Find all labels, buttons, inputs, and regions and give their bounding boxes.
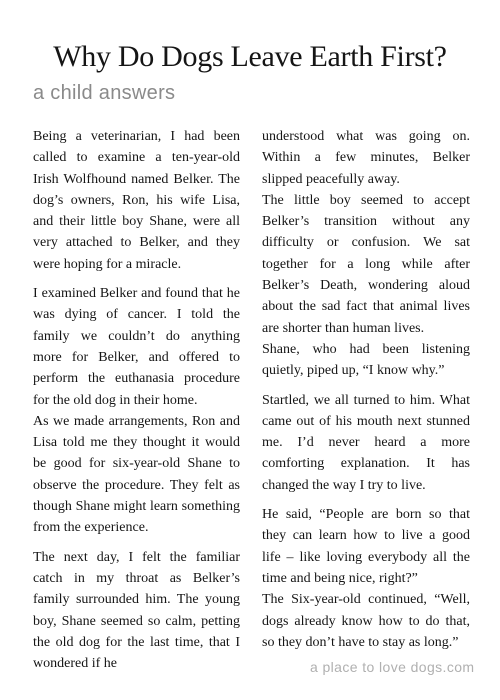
paragraph-diagnosis: I examined Belker and found that he was dying of cancer. I told the family we couldn’t do anything more for Belker, and offered to perform the euthanasia procedure for the old dog in their home. xyxy=(33,286,240,408)
paragraph-intro: Being a veterinarian, I had been called to examine a ten-year-old Irish Wolfhound named Belker. The dog’s owners, Ron, his wife Lisa, and their little boy Shane, were all very attached to Belker, and they were hoping for a miracle. xyxy=(33,129,240,272)
page-title: Why Do Dogs Leave Earth First? xyxy=(53,40,447,73)
paragraph-next-day: The next day, I felt the familiar catch in my throat as Belker’s family surrounded him. The young boy, Shane seemed so calm, petting the old dog for the last time, that I wondered if he xyxy=(33,549,240,672)
paragraph-shane-speaks: Shane, who had been listening quietly, piped up, “I know why.” xyxy=(262,341,470,379)
paragraph-arrangements: As we made arrangements, Ron and Lisa told me they thought it would be good for six-year-old Shane to observe the procedure. They felt as though Shane might learn something from the experience. xyxy=(33,413,240,536)
paragraph-continuation: understood what was going on. Within a few minutes, Belker slipped peacefully away. xyxy=(262,129,470,187)
article-column-left xyxy=(33,126,240,674)
page-subtitle: a child answers xyxy=(33,82,176,104)
paragraph-conclusion: The Six-year-old continued, “Well, dogs already know how to do that, so they don’t have to stay as long.” xyxy=(262,592,470,650)
footer-watermark: a place to love dogs.com xyxy=(310,659,475,675)
paragraph-startled: Startled, we all turned to him. What came out of his mouth next stunned me. I’d never heard a more comforting explanation. It has changed the way I try to live. xyxy=(262,392,470,493)
paragraph-acceptance: The little boy seemed to accept Belker’s transition without any difficulty or confusion. We sat together for a long while after Belker’s Death, wondering aloud about the sad fact that animal lives are shorter than human lives. xyxy=(262,192,470,336)
article-column-right xyxy=(262,126,470,653)
paragraph-he-said: He said, “People are born so that they can learn how to live a good life – like loving everybody all the time and being nice, right?” xyxy=(262,507,470,586)
